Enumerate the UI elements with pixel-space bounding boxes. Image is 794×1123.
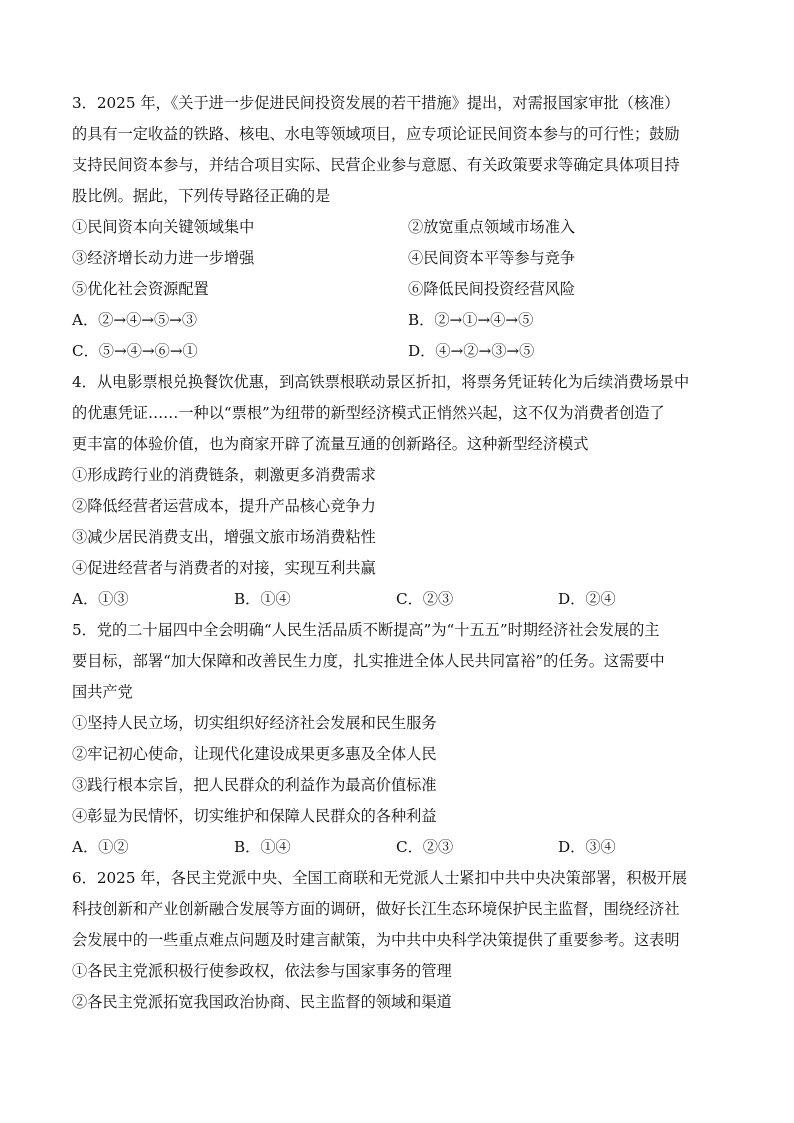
- question-3-statements-row-2: [72, 243, 722, 274]
- statement-4: ④彰显为民情怀，切实维护和保障人民群众的各种利益: [72, 807, 437, 825]
- statement-1: ①民间资本向关键领域集中: [72, 218, 255, 236]
- statement-1: ①形成跨行业的消费链条，刺激更多消费需求: [72, 466, 376, 484]
- question-3-line-1: 3．2025 年，《关于进一步促进民间投资发展的若干措施》提出，对需报国家审批（核准）: [72, 94, 680, 112]
- question-6-line-1: 6．2025 年，各民主党派中央、全国工商联和无党派人士紧扣中共中央决策部署，积极开展: [72, 869, 688, 887]
- question-3-statements-row-1: [72, 212, 722, 243]
- question-3-statements-row-3: [72, 274, 722, 305]
- statement-1: ①坚持人民立场，切实组织好经济社会发展和民生服务: [72, 714, 437, 732]
- statement-4: ④促进经营者与消费者的对接，实现互利共赢: [72, 559, 376, 577]
- choice-d[interactable]: D．②④: [558, 590, 616, 608]
- choice-a[interactable]: A．②→④→⑤→③: [72, 311, 198, 329]
- question-6-line-2: 科技创新和产业创新融合发展等方面的调研，做好长江生态环境保护民主监督，围绕经济社: [72, 900, 680, 918]
- choice-c[interactable]: C．⑤→④→⑥→①: [72, 342, 198, 360]
- question-4-line-2: 的优惠凭证……一种以“票根”为纽带的新型经济模式正悄然兴起，这不仅为消费者创造了: [72, 404, 665, 422]
- statement-1: ①各民主党派积极行使参政权，依法参与国家事务的管理: [72, 962, 452, 980]
- statement-3: ③经济增长动力进一步增强: [72, 249, 255, 267]
- question-5-line-3: 国共产党: [72, 683, 133, 701]
- choice-d[interactable]: D．③④: [558, 838, 616, 856]
- statement-2: ②降低经营者运营成本，提升产品核心竞争力: [72, 497, 376, 515]
- choice-b[interactable]: B．②→①→④→⑤: [408, 311, 534, 329]
- question-4-line-1: 4．从电影票根兑换餐饮优惠，到高铁票根联动景区折扣，将票务凭证转化为后续消费场景中: [72, 373, 690, 391]
- question-4-choices: [72, 584, 722, 615]
- choice-b[interactable]: B．①④: [234, 590, 291, 608]
- statement-3: ③减少居民消费支出，增强文旅市场消费粘性: [72, 528, 376, 546]
- question-3-line-3: 支持民间资本参与，并结合项目实际、民营企业参与意愿、有关政策要求等确定具体项目持: [72, 156, 680, 174]
- question-6-line-3: 会发展中的一些重点难点问题及时建言献策，为中共中央科学决策提供了重要参考。这表明: [72, 931, 680, 949]
- statement-3: ③践行根本宗旨，把人民群众的利益作为最高价值标准: [72, 776, 437, 794]
- question-3-line-2: 的具有一定收益的铁路、核电、水电等领域项目，应专项论证民间资本参与的可行性；鼓励: [72, 125, 680, 143]
- choice-a[interactable]: A．①②: [72, 838, 129, 856]
- choice-a[interactable]: A．①③: [72, 590, 129, 608]
- choice-b[interactable]: B．①④: [234, 838, 291, 856]
- statement-2: ②各民主党派拓宽我国政治协商、民主监督的领域和渠道: [72, 993, 452, 1011]
- choice-c[interactable]: C．②③: [396, 590, 454, 608]
- question-4-line-3: 更丰富的体验价值，也为商家开辟了流量互通的创新路径。这种新型经济模式: [72, 435, 589, 453]
- question-3-choices-row-2: [72, 336, 722, 367]
- question-3: [72, 88, 722, 367]
- question-5-line-2: 要目标，部署“加大保障和改善民生力度，扎实推进全体人民共同富裕”的任务。这需要中: [72, 652, 665, 670]
- statement-2: ②放宽重点领域市场准入: [408, 218, 576, 236]
- question-5-line-1: 5．党的二十届四中全会明确“人民生活品质不断提高”为“十五五”时期经济社会发展的主: [72, 621, 660, 639]
- question-3-line-4: 股比例。据此，下列传导路径正确的是: [72, 187, 331, 205]
- statement-2: ②牢记初心使命，让现代化建设成果更多惠及全体人民: [72, 745, 437, 763]
- statement-6: ⑥降低民间投资经营风险: [408, 280, 576, 298]
- question-6: [72, 863, 722, 1018]
- choice-d[interactable]: D．④→②→③→⑤: [408, 342, 535, 360]
- choice-c[interactable]: C．②③: [396, 838, 454, 856]
- question-5: [72, 615, 722, 863]
- question-3-choices-row-1: [72, 305, 722, 336]
- statement-4: ④民间资本平等参与竞争: [408, 249, 576, 267]
- statement-5: ⑤优化社会资源配置: [72, 280, 209, 298]
- question-4: [72, 367, 722, 615]
- exam-page: [72, 88, 722, 1018]
- question-5-choices: [72, 832, 722, 863]
